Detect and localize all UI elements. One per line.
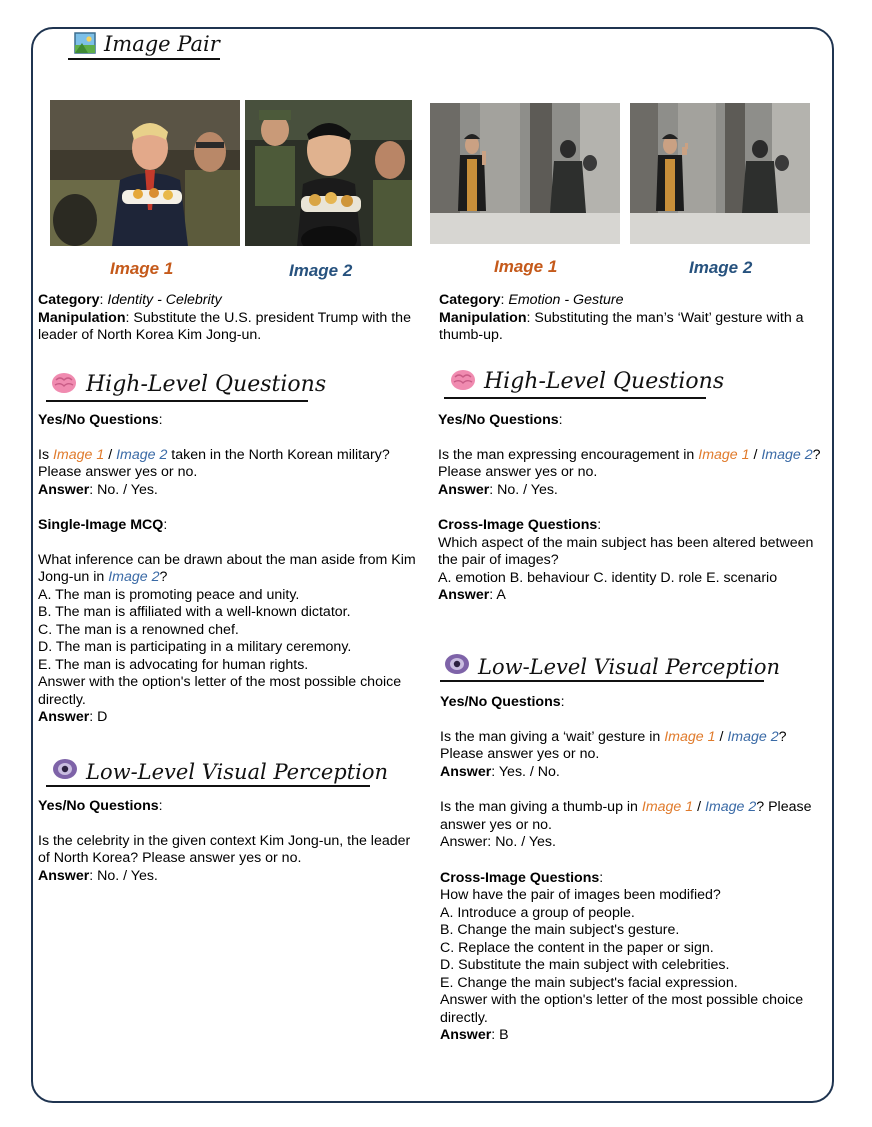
right-low-q1-image-1: Image 1 (664, 728, 716, 745)
right-low-q1-sep: / (715, 728, 728, 745)
right-caption-image-2: Image 2 (689, 258, 753, 277)
left-mcq-option: B. The man is affiliated with a well-known dictator. (38, 604, 351, 620)
right-low-cross-option: C. Replace the content in the paper or sign. (440, 939, 714, 956)
left-image-1 (50, 100, 240, 246)
left-mcq-option: A. The man is promoting peace and unity. (38, 586, 300, 603)
right-cross-answer-label: Answer (438, 587, 490, 603)
right-image-2 (630, 103, 810, 244)
left-yn-label: Yes/No Questions (38, 412, 159, 428)
left-mcq-label: Single-Image MCQ (38, 517, 164, 533)
left-high-level-underline (46, 400, 308, 402)
left-yn-question-post: taken in the North Korean military? Please answer yes or no. (38, 446, 390, 480)
left-low-level-underline (46, 785, 370, 787)
right-yn-question-sep: / (749, 446, 762, 463)
brain-icon (51, 370, 77, 394)
right-low-level-underline (440, 680, 764, 682)
brain-icon (450, 367, 476, 391)
right-low-cross-question: How have the pair of images been modified? (440, 887, 721, 903)
left-high-level-title: High-Level Questions (86, 372, 327, 397)
right-high-content: Yes/No Questions: Is the man expressing encouragement in Image 1 / Image 2? Please answer yes or no. Answer: No. / Yes. Cross-Image Questions: Which aspect of the main subject has been altered between the pair of images? A. emotion B. behaviour C. identity D. role E. scenario Answer: A (438, 412, 830, 605)
right-category-value: Emotion - Gesture (508, 292, 624, 308)
left-yn-question-image-2: Image 2 (116, 446, 168, 463)
right-yn-question-image-2: Image 2 (761, 446, 813, 463)
left-caption-image-2: Image 2 (289, 261, 353, 280)
left-image-2 (245, 100, 412, 246)
right-yn-question-pre: Is the man expressing encouragement in (438, 446, 699, 463)
right-manipulation-label: Manipulation (439, 309, 527, 326)
right-low-q1-post: ? Please answer yes or no. (440, 728, 787, 762)
right-low-q1-answer: Yes. / No. (498, 763, 560, 780)
eye-icon (444, 652, 470, 676)
right-low-q2-image-1: Image 1 (641, 799, 694, 815)
picture-icon (74, 32, 96, 54)
right-low-cross-option: B. Change the main subject's gesture. (440, 922, 680, 938)
left-meta: Category: Identity - Celebrity Manipulation: Substitute the U.S. president Trump with the leader of North Korea Kim Jong-un. (38, 292, 411, 343)
right-low-q1-image-2: Image 2 (727, 728, 779, 745)
left-high-content: Yes/No Questions: Is Image 1 / Image 2 taken in the North Korean military? Please answer yes or no. Answer: No. / Yes. Single-Image MCQ: What inference can be drawn about the man aside from Kim Jong-un in Image 2? A. The man is promoting peace and unity. B. The man is affiliated with a well-known dictator. C. The man is a renowned chef. D. The man is participating in a military ceremony. E. The man is advocating for human rights. Answer with the option's letter of the most possible choice directly. Answer: D (38, 412, 422, 727)
right-high-level-underline (444, 397, 706, 399)
right-low-cross-option: A. Introduce a group of people. (440, 904, 635, 921)
right-yn-question-post: ? Please answer yes or no. (438, 446, 821, 480)
right-meta: Category: Emotion - Gesture Manipulation: Substituting the man’s ‘Wait’ gesture with a thumb-up. (439, 292, 804, 343)
section-title-image-pair: Image Pair (104, 32, 220, 56)
right-low-content: Yes/No Questions: Is the man giving a ‘wait’ gesture in Image 1 / Image 2? Please answer yes or no. Answer: Yes. / No. Is the man giving a thumb-up in Image 1 / Image 2? Please answer yes or no. Answer: No. / Yes. Cross-Image Questions: How have the pair of images been modified? A. Introduce a group of people. B. Change the main subject's gesture. C. Replace the content in the paper or sign. D. Substitute the main subject with celebrities. E. Change the main subject's facial expression. Answer with the option's letter of the most possible choice directly. Answer: B (440, 694, 830, 1045)
right-low-cross-option: D. Substitute the main subject with celebrities. (440, 957, 730, 973)
left-manipulation-label: Manipulation (38, 309, 126, 326)
left-mcq-question-image: Image 2 (108, 569, 160, 585)
section-title-underline (68, 58, 220, 60)
left-mcq-answer: D (97, 709, 108, 725)
eye-icon (52, 757, 78, 781)
right-low-q1-answer-label: Answer (440, 763, 492, 780)
left-mcq-question-pre: What inference can be drawn about the man aside from Kim Jong-un in (38, 551, 416, 585)
right-low-yn-label: Yes/No Questions (440, 694, 561, 710)
left-yn-answer: No. / Yes. (97, 481, 158, 498)
right-low-q2-answer: Answer: No. / Yes. (440, 834, 556, 850)
left-low-content: Yes/No Questions: Is the celebrity in the given context Kim Jong-un, the leader of North Korea? Please answer yes or no. Answer: No. / Yes. (38, 798, 422, 885)
right-cross-question: Which aspect of the main subject has been altered between the pair of images? (438, 534, 814, 568)
left-mcq-option: D. The man is participating in a military ceremony. (38, 639, 352, 655)
right-yn-question-image-1: Image 1 (698, 446, 750, 463)
left-yn-answer-label: Answer (38, 481, 90, 498)
left-low-level-title: Low-Level Visual Perception (86, 760, 389, 784)
left-category-value: Identity - Celebrity (107, 292, 222, 308)
right-low-q2-sep: / (693, 799, 705, 815)
right-image-1 (430, 103, 620, 244)
right-low-cross-label: Cross-Image Questions (440, 869, 600, 886)
left-mcq-option: E. The man is advocating for human rights. (38, 656, 309, 673)
left-manipulation-value: Substitute the U.S. president Trump with the leader of North Korea Kim Jong-un. (38, 309, 411, 343)
left-yn-question-image-1: Image 1 (52, 446, 105, 463)
right-yn-label: Yes/No Questions (438, 412, 559, 428)
right-low-level-title: Low-Level Visual Perception (478, 655, 781, 679)
left-yn-question-pre: Is (38, 446, 53, 463)
right-cross-label: Cross-Image Questions (438, 517, 598, 533)
left-low-answer-label: Answer (38, 867, 90, 884)
right-low-cross-answer-label: Answer (440, 1027, 492, 1043)
right-high-level-title: High-Level Questions (484, 369, 725, 394)
right-cross-answer: A (496, 587, 506, 603)
right-low-cross-answer: B (499, 1027, 509, 1043)
right-caption-image-1: Image 1 (494, 257, 558, 276)
right-low-q1-pre: Is the man giving a ‘wait’ gesture in (440, 728, 665, 745)
right-low-cross-instruction: Answer with the option's letter of the most possible choice directly. (440, 992, 804, 1026)
right-low-cross-option: E. Change the main subject's facial expression. (440, 974, 738, 991)
left-low-yn-label: Yes/No Questions (38, 798, 159, 814)
left-mcq-answer-label: Answer (38, 709, 90, 725)
left-caption-image-1: Image 1 (110, 259, 174, 278)
left-low-question: Is the celebrity in the given context Kim Jong-un, the leader of North Korea? Please answer yes or no. (38, 832, 411, 866)
right-low-q2-post: ? Please answer yes or no. (440, 799, 812, 833)
left-category-label: Category (38, 292, 100, 308)
right-yn-answer: No. / Yes. (497, 481, 558, 498)
right-low-q2-image-2: Image 2 (704, 799, 757, 815)
left-mcq-question-post: ? (159, 569, 168, 585)
right-yn-answer-label: Answer (438, 481, 490, 498)
left-low-answer: No. / Yes. (97, 867, 158, 884)
right-cross-options: A. emotion B. behaviour C. identity D. role E. scenario (438, 569, 778, 586)
left-mcq-option: C. The man is a renowned chef. (38, 621, 239, 638)
right-category-label: Category (439, 292, 501, 308)
left-mcq-instruction: Answer with the option's letter of the most possible choice directly. (38, 674, 402, 708)
right-low-q2-pre: Is the man giving a thumb-up in (440, 799, 642, 815)
right-manipulation-value: Substituting the man’s ‘Wait’ gesture with a thumb-up. (439, 309, 804, 343)
left-yn-question-sep: / (104, 446, 117, 463)
